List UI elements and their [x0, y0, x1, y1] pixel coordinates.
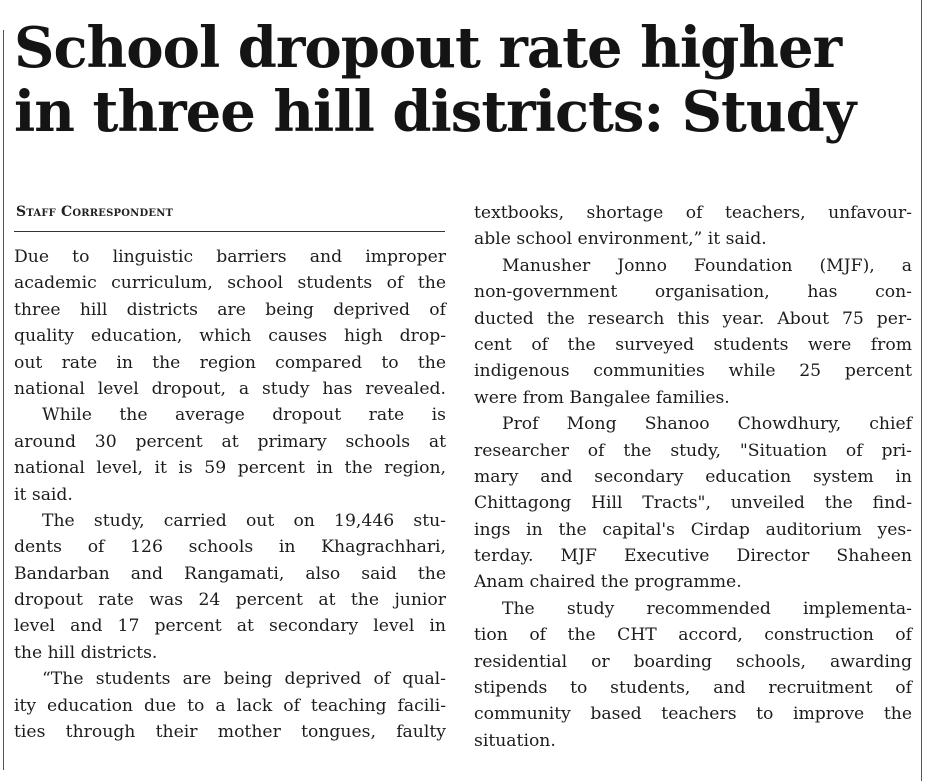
text-line: Anam chaired the programme. [474, 572, 742, 593]
page-edge-left [3, 30, 4, 770]
text-line: dropout rate was 24 percent at the junior [14, 590, 446, 611]
text-line: Manusher Jonno Foundation (MJF), a [502, 255, 912, 276]
text-line: situation. [474, 730, 556, 751]
text-line: the hill districts. [14, 642, 158, 663]
text-line: able school environment,” it said. [474, 229, 767, 250]
text-line: tion of the CHT accord, construction of [474, 625, 912, 646]
page-edge-right [921, 0, 922, 781]
text-line: dents of 126 schools in Khagrachhari, [14, 537, 446, 558]
text-line: ducted the research this year. About 75 per- [474, 308, 912, 329]
text-line: were from Bangalee families. [474, 387, 730, 408]
text-line: quality education, which causes high drop- [14, 326, 446, 347]
text-line: it said. [14, 484, 73, 505]
headline-line: in three hill districts: Study [14, 79, 856, 145]
text-line: national level dropout, a study has revealed. [14, 378, 446, 399]
text-line: indigenous communities while 25 percent [474, 361, 912, 382]
text-line: Due to linguistic barriers and improper [14, 247, 446, 267]
byline: Staff Correspondent [16, 204, 174, 220]
text-line: Bandarban and Rangamati, also said the [14, 563, 446, 584]
text-line: out rate in the region compared to the [14, 352, 446, 373]
byline-divider [14, 231, 445, 232]
text-line: cent of the surveyed students were from [474, 334, 912, 355]
headline-line: School dropout rate higher [14, 15, 842, 81]
article-column-left [14, 244, 446, 745]
text-line: community based teachers to improve the [474, 704, 912, 725]
text-line: mary and secondary education system in [474, 466, 912, 487]
text-line: Prof Mong Shanoo Chowdhury, chief [502, 414, 912, 435]
headline [14, 16, 919, 144]
text-line: level and 17 percent at secondary level in [14, 616, 446, 637]
text-line: non-government organisation, has con- [474, 282, 912, 303]
text-line: Chittagong Hill Tracts", unveiled the find- [474, 493, 912, 514]
text-line: academic curriculum, school students of the [14, 273, 446, 294]
text-line: residential or boarding schools, awarding [474, 651, 912, 672]
text-line: “The students are being deprived of qual- [42, 669, 446, 690]
text-line: ties through their mother tongues, faulty [14, 722, 446, 743]
text-line: ings in the capital's Cirdap auditorium yes- [474, 519, 912, 540]
text-line: ity education due to a lack of teaching facili- [14, 695, 446, 716]
text-line: national level, it is 59 percent in the region, [14, 458, 446, 479]
text-line: terday. MJF Executive Director Shaheen [474, 546, 912, 567]
article-column-right [474, 200, 912, 754]
text-line: The study, carried out on 19,446 stu- [42, 510, 446, 531]
text-line: The study recommended implementa- [502, 598, 912, 619]
text-line: textbooks, shortage of teachers, unfavour- [474, 203, 912, 223]
text-line: three hill districts are being deprived of [14, 299, 446, 320]
text-line: around 30 percent at primary schools at [14, 431, 446, 452]
text-line: While the average dropout rate is [42, 405, 446, 426]
text-line: stipends to students, and recruitment of [474, 678, 912, 699]
text-line: researcher of the study, "Situation of pri- [474, 440, 912, 461]
